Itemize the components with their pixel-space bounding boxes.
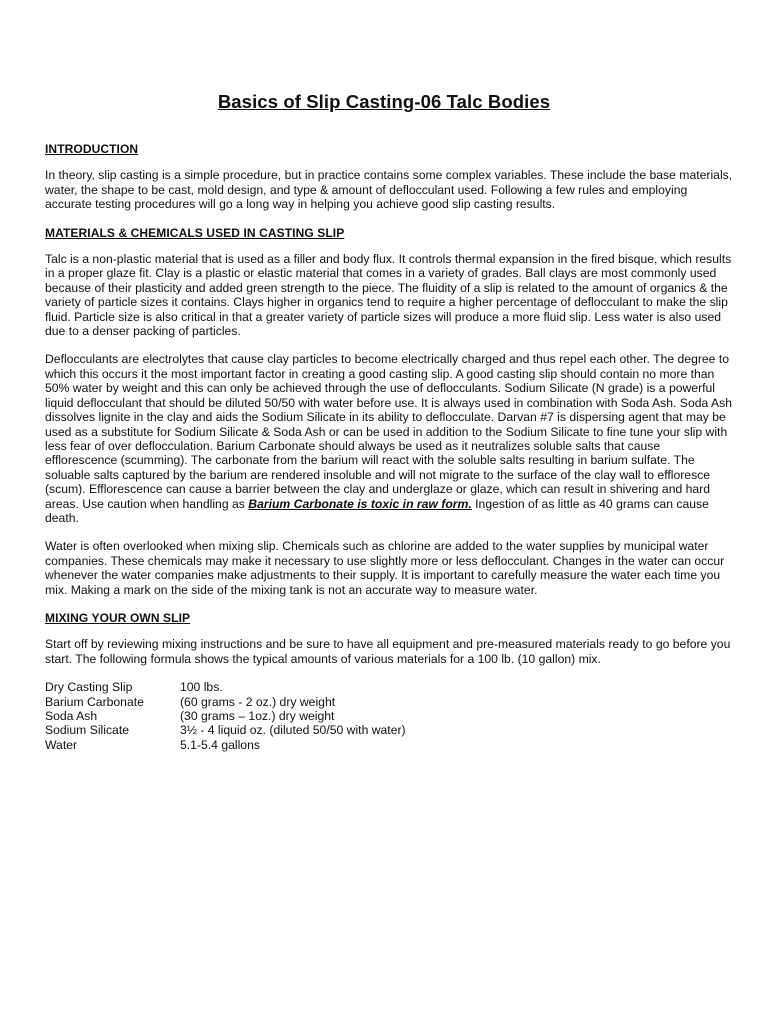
- materials-paragraph-talc: Talc is a non-plastic material that is used as a filler and body flux. It controls thermal expansion in the fired bisque, which results in a proper glaze fit. Clay is a plastic or elastic material that comes in a variety of grades. Ball clays are most commonly used because of their plasticity and added green strength to the piece. The fluidity of a slip is related to the amount of organics & the variety of particle sizes it contains. Clays higher in organics tend to require a higher percentage of deflocculant to make the slip fluid. Particle size is also critical in that a greater variety of particle sizes will produce a more fluid slip. Less water is also used due to a denser packing of particles.: [45, 252, 732, 339]
- mixing-paragraph: Start off by reviewing mixing instructions and be sure to have all equipment and pre-measured materials ready to go before you start. The following formula shows the typical amounts of various materials for a 100 lb. (10 gallon) mix.: [45, 637, 731, 666]
- page-title: Basics of Slip Casting-06 Talc Bodies: [217, 91, 551, 112]
- formula-material: Sodium Silicate: [45, 723, 129, 738]
- formula-row: [45, 723, 406, 737]
- formula-material: Barium Carbonate: [45, 694, 144, 709]
- mixing-heading: MIXING YOUR OWN SLIP: [45, 610, 191, 625]
- materials-section: [45, 226, 735, 597]
- materials-paragraph-water: Water is often overlooked when mixing slip. Chemicals such as chlorine are added to the water supplies by municipal water companies. These chemicals may make it necessary to use slightly more or less deflocculant. Changes in the water can occur whenever the water companies make adjustments to their supply. It is important to carefully measure the water each time you mix. Making a mark on the side of the mixing tank is not an accurate way to measure water.: [45, 539, 725, 597]
- formula-material: Dry Casting Slip: [45, 680, 133, 695]
- introduction-section: [45, 142, 735, 212]
- formula-amount: (60 grams - 2 oz.) dry weight: [180, 694, 336, 709]
- formula-row: [45, 738, 406, 752]
- formula-row: [45, 695, 406, 709]
- formula-amount: 100 lbs.: [180, 680, 223, 695]
- materials-paragraph-deflocculants: [45, 352, 735, 525]
- mixing-section: [45, 611, 735, 752]
- toxicity-warning: Barium Carbonate is toxic in raw form.: [248, 496, 472, 511]
- formula-amount: (30 grams – 1oz.) dry weight: [180, 709, 335, 723]
- introduction-paragraph: In theory, slip casting is a simple procedure, but in practice contains some complex variables. These include the base materials, water, the shape to be cast, mold design, and type & amount of deflocculant used. Following a few rules and employing accurate testing procedures will go a long way in helping you achieve good slip casting results.: [45, 168, 733, 212]
- deflocculants-text: Deflocculants are electrolytes that cause clay particles to become electrically charged and thus repel each other. The degree to which this occurs it the most important factor in creating a good casting slip. A good casting slip should contain no more than 50% water by weight and this can only be achieved through the use of deflocculants. Sodium Silicate (N grade) is a powerful liquid deflocculant that should be diluted 50/50 with water before use. It is always used in combination with Soda Ash. Soda Ash dissolves lignite in the clay and aids the Sodium Silicate in its ability to deflocculate. Darvan #7 is dispersing agent that may be used as a substitute for Sodium Silicate & Soda Ash or can be used in addition to the Sodium Silicate to fine tune your slip with less fear of over deflocculation. Barium Carbonate should always be used as it neutralizes soluble salts that cause efflorescence (scumming). The carbonate from the barium will react with the soluble salts resulting in barium sulfate. The soluable salts captured by the barium are rendered insoluble and will not migrate to the surface of the clay wall to effloresce (scum). Efflorescence can cause a barrier between the clay and underglaze or glaze, which can result in shivering and hard areas. Use caution when handling as: [45, 352, 732, 511]
- formula-amount: 3½ - 4 liquid oz. (diluted 50/50 with water): [180, 723, 406, 738]
- formula-table: [45, 680, 406, 752]
- ingestion-warning-text: Ingestion of as little as 40 grams can cause death.: [45, 496, 709, 525]
- formula-amount: 5.1-5.4 gallons: [180, 737, 260, 752]
- formula-row: [45, 709, 406, 723]
- formula-row: [45, 680, 406, 694]
- introduction-heading: INTRODUCTION: [45, 142, 139, 156]
- materials-heading: MATERIALS & CHEMICALS USED IN CASTING SLIP: [45, 225, 345, 240]
- document-body: [45, 142, 735, 752]
- formula-material: Soda Ash: [45, 709, 98, 723]
- formula-material: Water: [45, 737, 78, 752]
